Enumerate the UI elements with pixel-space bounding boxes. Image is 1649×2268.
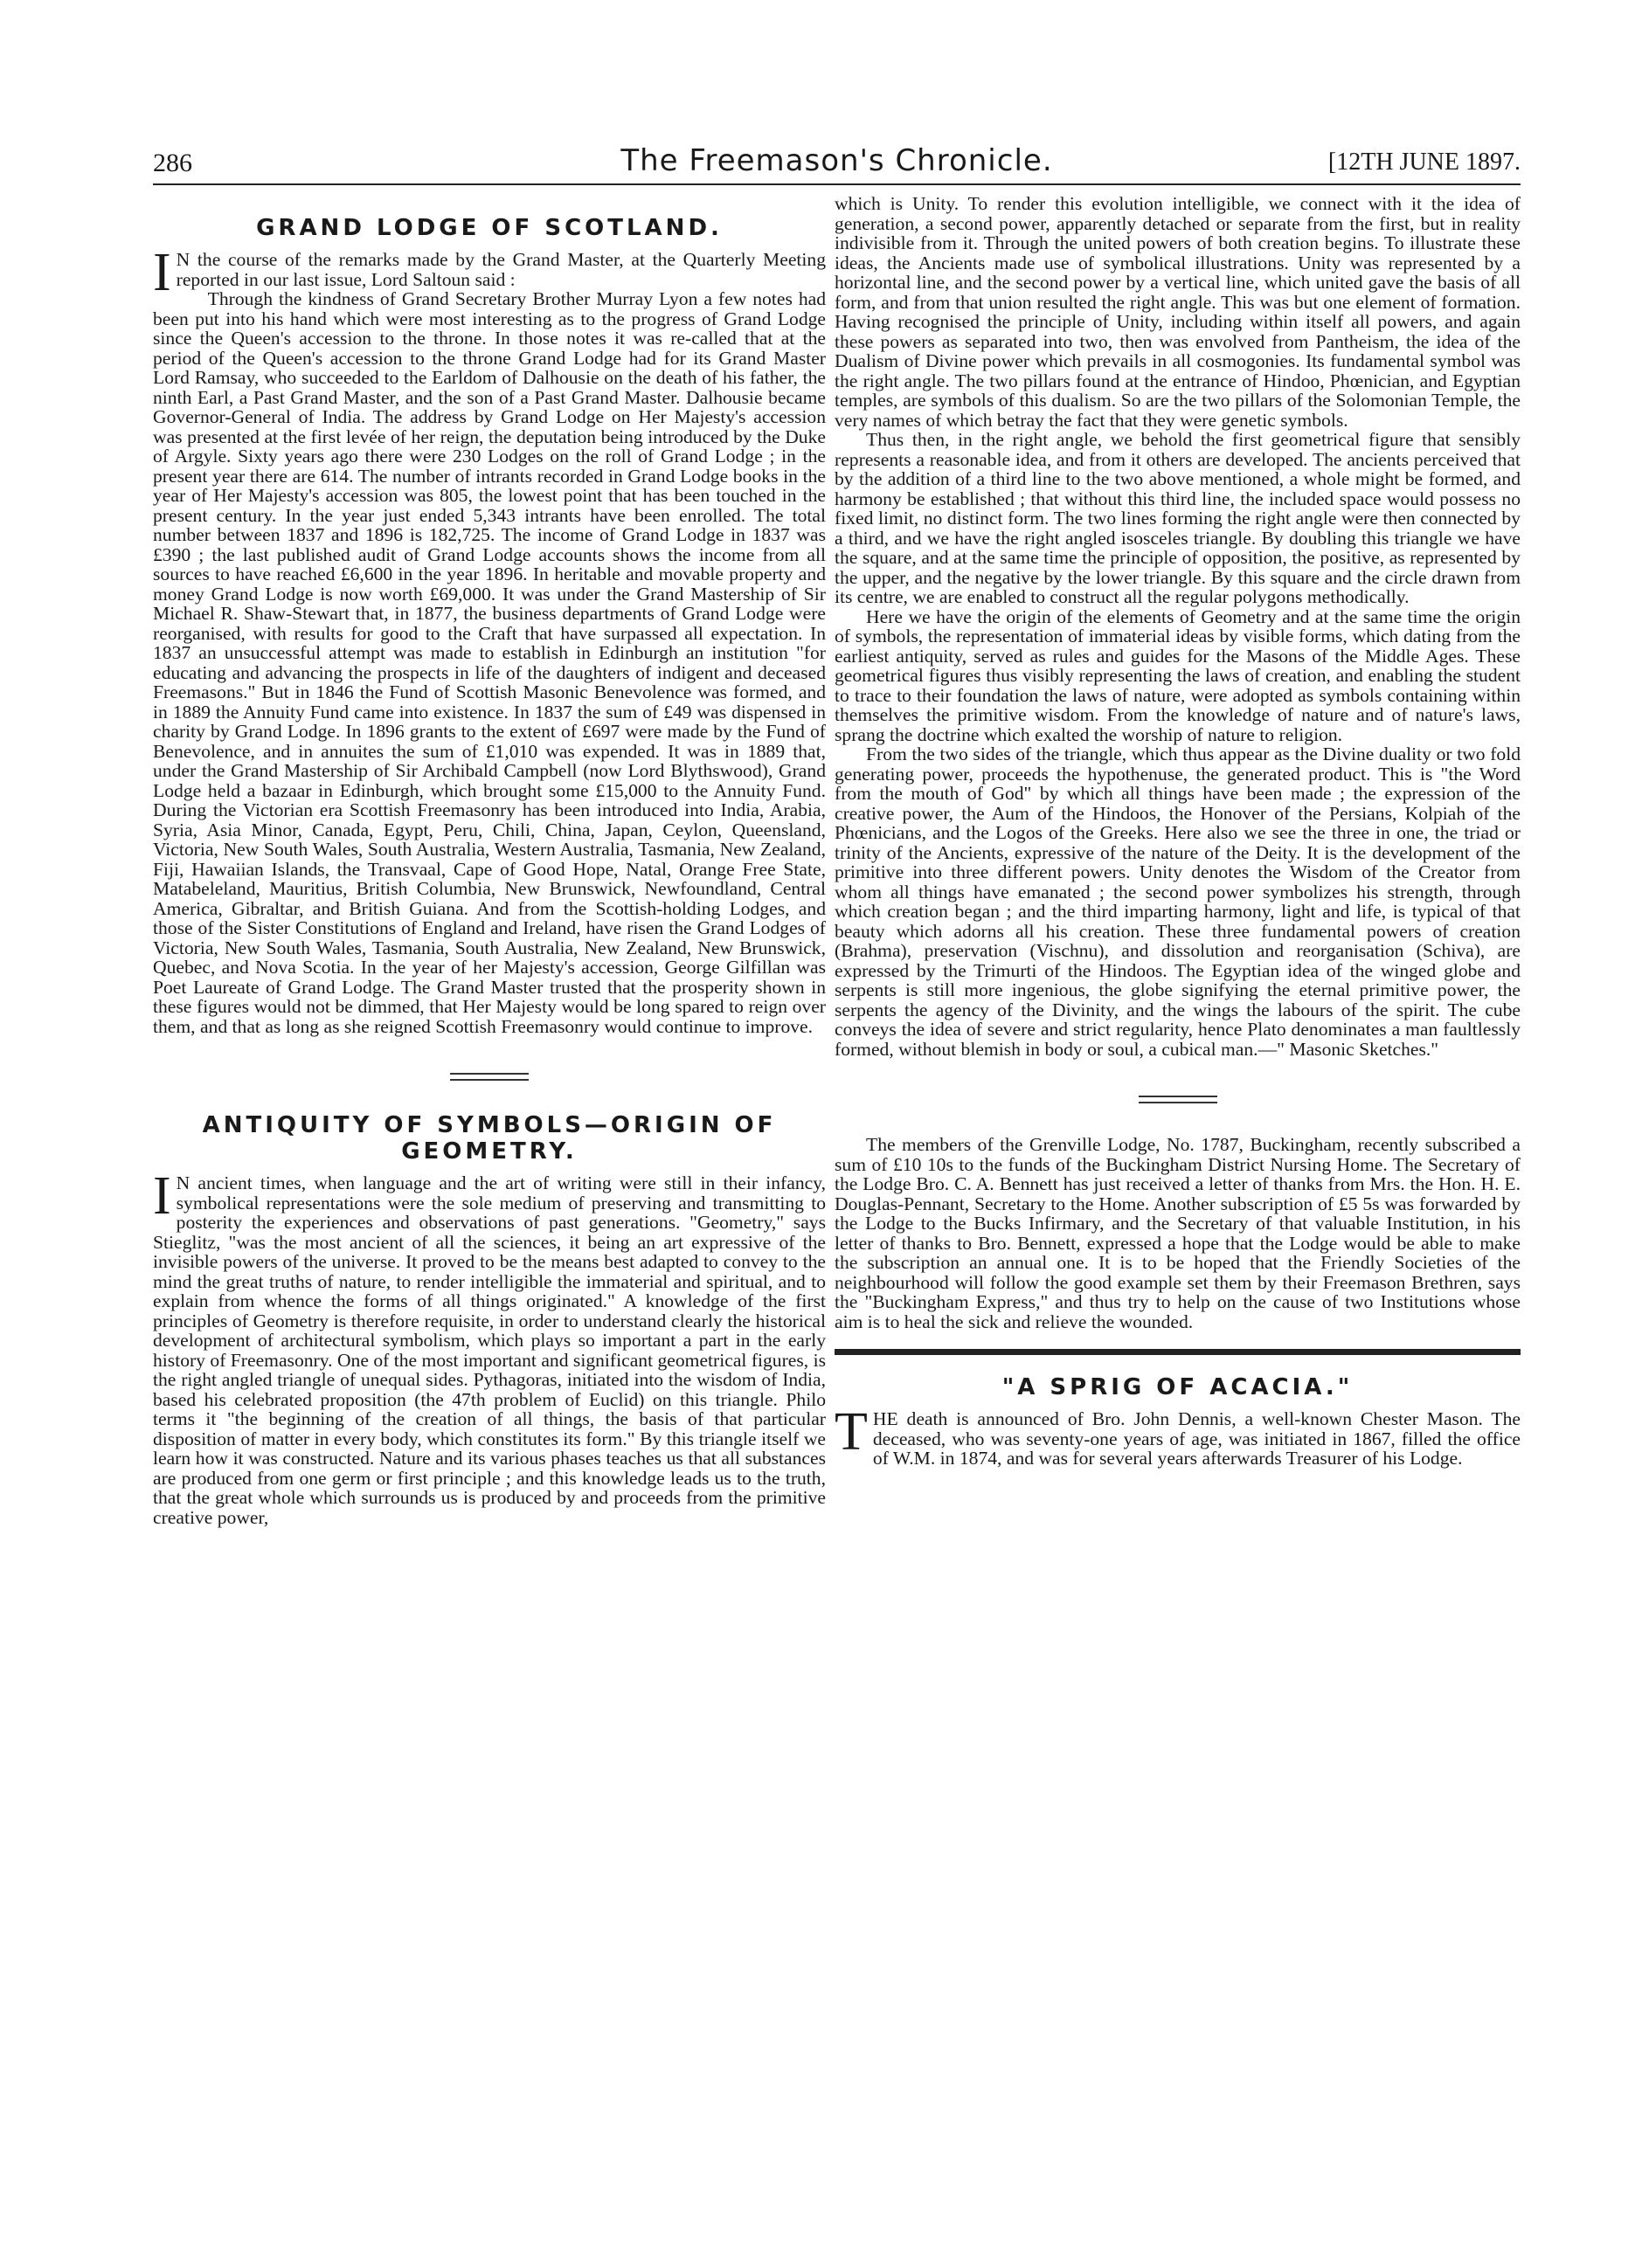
antiquity-para-5: From the two sides of the triangle, which thus appear as the Divine duality or two fold generating power, proceeds the hypothenuse, the generated product. This is "the Word from the mouth of God" by which all things have been made ; the expression of the creative power, the Aum of the Hindoos, the Honover of the Persians, Kolpiah of the Phœnicians, and the Logos of the Greeks. Here also we see the three in one, the triad or trinity of the Ancients, expressive of the nature of the Deity. It is the development of the primitive into three different powers. Unity denotes the Wisdom of the Creator from whom all things have emanated ; the second power symbolizes his strength, through which creation began ; and the third imparting harmony, light and life, is typical of that beauty which adorns all his creation. These three fundamental powers of creation (Brahma), preservation (Vischnu), and dissolution and reorganisation (Schiva), are expressed by the Trimurti of the Hindoos. The Egyptian idea of the winged globe and serpents is still more ingenious, the globe signifying the eternal primitive power, the serpents the agency of the Divinity, and the wings the labours of the spirit. The cube conveys the idea of severe and strict regularity, hence Plato denominates a man faultlessly formed, without blemish in body or soul, a cubical man.—" Masonic Sketches." — [835, 743, 1521, 1060]
grand-lodge-intro: I N the course of the remarks made by the Grand Master, at the Quarterly Meeting reported in our last issue, Lord Saltoun said : — [153, 243, 826, 302]
antiquity-intro: I N ancient times, when language and the art of writing were still in their infancy, symbolical representations were the sole medium of preserving and transmitting to posterity the experiences and observations of past generations. "Geometry," says Stieglitz, "was the most ancient of all the sciences, it being an art expressive of the invisible powers of the universe. It proved to be the means best adapted to convey to the mind the great truths of nature, to render intelligible the immaterial and spiritual, and to explain from whence the forms of all things originated." A knowledge of the first principles of Geometry is therefore requisite, in order to understand clearly the historical development of architectural symbolism, which plays so important a part in the early history of Freemasonry. One of the most important and significant geometrical figures, is the right angled triangle of unequal sides. Pythagoras, initiated into the wisdom of India, based his celebrated proposition (the 47th problem of Euclid) on this triangle. Philo terms it "the beginning of the creation of all things, the basis of that particular disposition of matter in every body, which constitutes its form." By this triangle itself we learn how it was constructed. Nature and its various phases teaches us that all substances are produced from one germ or first principle ; and this knowledge leads us to the truth, that the great whole which surrounds us is produced by and proceeds from the primitive creative power, — [153, 1166, 826, 1528]
page-number: 286 — [153, 149, 192, 177]
article-separator — [1139, 1096, 1217, 1103]
grenville-lodge-item: The members of the Grenville Lodge, No. 1787, Buckingham, recently subscribed a sum of £10 10s to the funds of the Buckingham District Nursing Home. The Secretary of the Lodge Bro. C. A. Bennett has just received a letter of thanks from Mrs. the Hon. H. E. Douglas-Pennant, Secretary to the Home. Another subscription of £5 5s was forwarded by the Lodge to the Bucks Infirmary, and the Secretary of that valuable Institution, in his letter of thanks to Bro. Bennett, expressed a hope that the Lodge would be able to make the subscription an annual one. It is to be hoped that the Friendly Societies of the neighbourhood will follow the good example set them by their Freemason Brethren, says the "Buckingham Express," and thus try to help on the cause of two Institutions whose aim is to heal the sick and relieve the wounded. — [835, 1134, 1521, 1332]
right-column — [835, 194, 1521, 1469]
article-separator — [450, 1073, 529, 1081]
dropcap: I — [153, 1166, 171, 1226]
masthead-title: The Freemason's Chronicle. — [620, 143, 1053, 178]
left-column — [153, 194, 826, 1527]
dropcap: I — [153, 243, 171, 302]
antiquity-para-4: Here we have the origin of the elements of Geometry and at the same time the origin of symbols, the representation of immaterial ideas by visible forms, which dating from the earliest antiquity, served as rules and guides for the Masons of the Middle Ages. These geometrical figures thus visibly representing the laws of creation, and enabling the student to trace to their foundation the laws of nature, were adopted as symbols containing within themselves the primitive wisdom. From the knowledge of nature and of nature's laws, sprang the doctrine which exalted the worship of nature to religion. — [835, 605, 1521, 745]
antiquity-continued: which is Unity. To render this evolution intelligible, we connect with it the idea of generation, a second power, apparently detached or separate from the first, but in reality indivisible from it. Through the united powers of both creation begins. To illustrate these ideas, the Ancients made use of symbolical illustrations. Unity was represented by a horizontal line, and the second power by a vertical line, which united gave the basis of all form, and from that union resulted the right angle. This was but one element of formation. Having recognised the principle of Unity, including within itself all powers, and again these powers as separated into two, then was envolved from Pantheism, the idea of the Dualism of Divine power which prevails in all cosmogonies. Its fundamental symbol was the right angle. The two pillars found at the entrance of Hindoo, Phœnician, and Egyptian temples, are symbols of this dualism. So are the two pillars of the Solomonian Temple, the very names of which betray the fact that they were genetic symbols. — [835, 193, 1521, 431]
dropcap: T — [835, 1402, 868, 1462]
headline-acacia: "A SPRIG OF ACACIA." — [1001, 1374, 1354, 1400]
page-header — [153, 140, 1521, 185]
issue-date: [12TH JUNE 1897. — [1327, 149, 1521, 176]
acacia-item: THE death is announced of Bro. John Dennis, a well-known Chester Mason. The deceased, who was seventy-one years of age, was initiated in 1867, filled the office of W.M. in 1874, and was for several years afterwards Treasurer of his Lodge. — [835, 1402, 1521, 1469]
section-rule — [835, 1349, 1521, 1355]
headline-antiquity: ANTIQUITY OF SYMBOLS—ORIGIN OF GEOMETRY. — [202, 1112, 777, 1165]
antiquity-para-3: Thus then, in the right angle, we behold the first geometrical figure that sensibly represents a reasonable idea, and from it others are developed. The ancients perceived that by the addition of a third line to the two above mentioned, a whole might be formed, and harmony be established ; that without this third line, the included space would possess no fixed limit, no distinct form. The two lines forming the right angle were then connected by a third, and we have the right angled isosceles triangle. By doubling this triangle we have the square, and at the same time the principle of opposition, the positive, as represented by the upper, and the negative by the lower triangle. By this square and the circle drawn from its centre, we are enabled to construct all the regular polygons methodically. — [835, 429, 1521, 607]
grand-lodge-body: Through the kindness of Grand Secretary Brother Murray Lyon a few notes had been put into his hand which were most interesting as to the progress of Grand Lodge since the Queen's accession to the throne. In those notes it was re-called that at the period of the Queen's accession to the throne Grand Lodge had for its Grand Master Lord Ramsay, who succeeded to the Earldom of Dalhousie on the death of his father, the ninth Earl, a Past Grand Master, and the son of a Past Grand Master. Dalhousie became Governor-General of India. The address by Grand Lodge on Her Majesty's accession was presented at the first levée of her reign, the deputation being introduced by the Duke of Argyle. Sixty years ago there were 230 Lodges on the roll of Grand Lodge ; in the present year there are 614. The number of intrants recorded in Grand Lodge books in the year of Her Majesty's accession was 805, the lowest point that has been touched in the present century. In the year just ended 5,343 intrants have been enrolled. The total number between 1837 and 1896 is 182,725. The income of Grand Lodge in 1837 was £390 ; the last published audit of Grand Lodge accounts shows the income from all sources to have reached £6,600 in the year 1896. In heritable and movable property and money Grand Lodge is now worth £69,000. It was under the Grand Mastership of Sir Michael R. Shaw-Stewart that, in 1877, the business departments of Grand Lodge were reorganised, with results for good to the Craft that have surpassed all expectation. In 1837 an unsuccessful attempt was made to establish in Edinburgh an institution "for educating and advancing the prospects in life of the daughters of indigent and deceased Freemasons." But in 1846 the Fund of Scottish Masonic Benevolence was formed, and in 1889 the Annuity Fund came into existence. In 1837 the sum of £49 was dispensed in charity by Grand Lodge. In 1896 grants to the extent of £697 were made by the Fund of Benevolence, and in annuites the sum of £1,010 was expended. It was in 1889 that, under the Grand Mastership of Sir Archibald Campbell (now Lord Blythswood), Grand Lodge held a bazaar in Edinburgh, which brought some £15,000 to the Annuity Fund. During the Victorian era Scottish Freemasonry has been introduced into India, Arabia, Syria, Asia Minor, Canada, Egypt, Peru, Chili, China, Japan, Ceylon, Queensland, Victoria, New South Wales, South Australia, Western Australia, Tasmania, New Zealand, Fiji, Hawaiian Islands, the Transvaal, Cape of Good Hope, Natal, Orange Free State, Matabeleland, Mauritius, British Columbia, New Brunswick, Newfoundland, Central America, Gibraltar, and British Guiana. And from the Scottish-holding Lodges, and those of the Sister Constitutions of England and Ireland, have risen the Grand Lodges of Victoria, New South Wales, Tasmania, South Australia, New Zealand, New Brunswick, Quebec, and Nova Scotia. In the year of her Majesty's accession, George Gilfillan was Poet Laureate of Grand Lodge. The Grand Master trusted that the prosperity shown in these figures would not be dimmed, that Her Majesty would be long spared to reign over them, and that as long as she reigned Scottish Freemasonry would continue to improve. — [153, 288, 826, 1037]
headline-grand-lodge: GRAND LODGE OF SCOTLAND. — [256, 215, 723, 241]
